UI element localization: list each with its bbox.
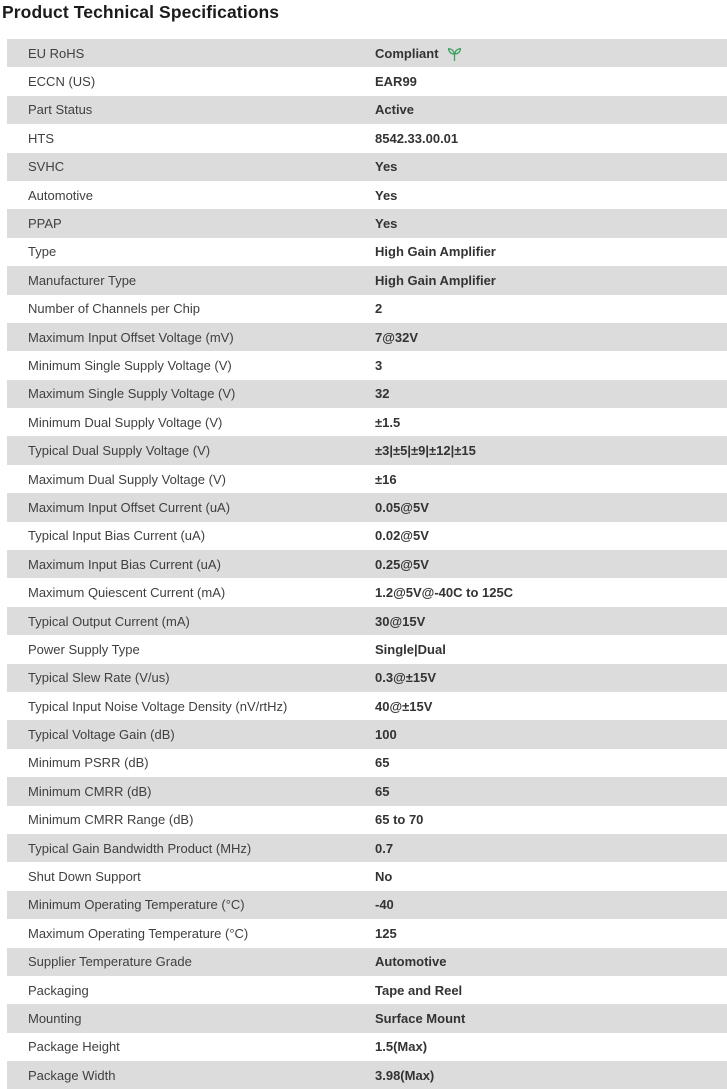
spec-row [7,720,727,748]
spec-value [375,528,429,543]
spec-value-text: 40@±15V [375,698,433,714]
spec-value [375,812,423,827]
spec-label: Package Width [28,1067,116,1083]
spec-label: HTS [28,130,54,146]
spec-row [7,295,727,323]
spec-label: SVHC [28,159,65,175]
spec-value [375,670,436,685]
spec-label: Typical Input Noise Voltage Density (nV/rtHz) [28,698,288,714]
spec-value-text: 125 [375,925,397,941]
spec-row [7,351,727,379]
spec-label: Typical Voltage Gain (dB) [28,727,175,743]
spec-row [7,891,727,919]
spec-label: Maximum Operating Temperature (°C) [28,925,249,941]
spec-value-text: 65 [375,783,390,799]
spec-value-text: 0.3@±15V [375,670,437,686]
spec-value-text: ±1.5 [375,414,401,430]
spec-label: Maximum Quiescent Current (mA) [28,585,226,601]
spec-value-text: High Gain Amplifier [375,272,496,288]
spec-value [375,1068,434,1083]
spec-value-text: ±16 [375,471,397,487]
spec-row [7,834,727,862]
spec-row [7,607,727,635]
spec-label: Shut Down Support [28,869,141,885]
spec-value [375,415,400,430]
spec-label: Minimum CMRR Range (dB) [28,812,194,828]
spec-label: Maximum Input Bias Current (uA) [28,556,221,572]
spec-row [7,39,727,67]
spec-value-text: Tape and Reel [375,982,463,998]
spec-value [375,755,389,770]
spec-value-text: 1.5(Max) [375,1039,428,1055]
spec-row [7,408,727,436]
spec-row [7,862,727,890]
spec-value [375,74,417,89]
spec-value [375,216,397,231]
rohs-compliant-leaf-icon [447,47,462,61]
spec-row [7,1004,727,1032]
spec-value [375,273,496,288]
spec-label: EU RoHS [28,45,85,61]
spec-value [375,614,425,629]
spec-value-text: Surface Mount [375,1010,466,1026]
spec-row [7,96,727,124]
spec-value-text: No [375,869,393,885]
spec-row [7,266,727,294]
spec-value [375,386,389,401]
spec-value [375,642,446,657]
spec-row [7,67,727,95]
spec-label: Part Status [28,102,93,118]
spec-row [7,919,727,947]
spec-value-text: 1.2@5V@-40C to 125C [375,585,514,601]
spec-value-text: 0.25@5V [375,556,429,572]
spec-value [375,926,397,941]
spec-value [375,983,462,998]
spec-label: Typical Output Current (mA) [28,613,190,629]
spec-value-text: EAR99 [375,74,417,90]
spec-label: Typical Gain Bandwidth Product (MHz) [28,840,252,856]
spec-row [7,777,727,805]
spec-value-text: Yes [375,187,398,203]
spec-value [375,699,432,714]
spec-label: Maximum Dual Supply Voltage (V) [28,471,226,487]
spec-label: Number of Channels per Chip [28,301,200,317]
spec-row [7,323,727,351]
spec-label: Manufacturer Type [28,272,137,288]
spec-row [7,550,727,578]
spec-value-text: ±3|±5|±9|±12|±15 [375,443,476,459]
spec-value-text: -40 [375,897,394,913]
page-title: Product Technical Specifications [2,2,280,22]
spec-row [7,380,727,408]
spec-row [7,976,727,1004]
spec-row [7,493,727,521]
spec-row [7,209,727,237]
spec-value-text: Yes [375,216,398,232]
spec-value [375,585,513,600]
spec-value [375,102,414,117]
spec-label: PPAP [28,216,62,232]
spec-value-text: 65 to 70 [375,812,424,828]
spec-value-text: 3 [375,357,383,373]
spec-value-text: 30@15V [375,613,426,629]
spec-label: Minimum Single Supply Voltage (V) [28,357,232,373]
spec-label: Maximum Input Offset Voltage (mV) [28,329,234,345]
spec-label: Maximum Input Offset Current (uA) [28,499,231,515]
spec-label: Typical Input Bias Current (uA) [28,528,206,544]
spec-value [375,869,392,884]
spec-value [375,443,476,458]
spec-value [375,1011,465,1026]
spec-row [7,635,727,663]
spec-row [7,522,727,550]
spec-value-text: Active [375,102,415,118]
spec-value-text: 3.98(Max) [375,1067,435,1083]
spec-row [7,664,727,692]
spec-value [375,188,397,203]
spec-row [7,948,727,976]
spec-value [375,472,397,487]
spec-row [7,181,727,209]
spec-value [375,330,418,345]
spec-label: Automotive [28,187,94,203]
spec-value [375,500,429,515]
spec-label: Minimum Operating Temperature (°C) [28,897,245,913]
spec-label: Typical Slew Rate (V/us) [28,670,170,686]
spec-value [375,244,496,259]
spec-row [7,806,727,834]
spec-row [7,578,727,606]
spec-value [375,841,393,856]
spec-row [7,153,727,181]
spec-label: Minimum CMRR (dB) [28,783,152,799]
spec-label: Minimum Dual Supply Voltage (V) [28,414,223,430]
spec-label: Packaging [28,982,89,998]
spec-row [7,1061,727,1089]
spec-value-text: Compliant [375,45,439,61]
spec-value-text: Yes [375,159,398,175]
spec-label: ECCN (US) [28,74,96,90]
spec-value-text: 100 [375,727,397,743]
spec-value-text: 0.7 [375,840,394,856]
spec-value-text: 32 [375,386,390,402]
spec-value-text: 0.02@5V [375,528,429,544]
spec-value-text: Single|Dual [375,641,446,657]
spec-value-text: Automotive [375,954,447,970]
spec-value [375,358,382,373]
spec-label: Typical Dual Supply Voltage (V) [28,443,211,459]
spec-label: Supplier Temperature Grade [28,954,192,970]
spec-row [7,436,727,464]
spec-value [375,301,382,316]
spec-value [375,1039,427,1054]
spec-value-text: 2 [375,301,383,317]
spec-value [375,727,397,742]
spec-value-text: High Gain Amplifier [375,244,496,260]
spec-row [7,692,727,720]
spec-value-text: 65 [375,755,390,771]
spec-value [375,954,447,969]
spec-value-text: 0.05@5V [375,499,429,515]
spec-label: Package Height [28,1039,120,1055]
spec-label: Type [28,244,57,260]
spec-label: Minimum PSRR (dB) [28,755,149,771]
spec-value [375,897,394,912]
spec-label: Power Supply Type [28,641,140,657]
spec-value [375,784,389,799]
spec-label: Maximum Single Supply Voltage (V) [28,386,236,402]
spec-row [7,465,727,493]
spec-row [7,1033,727,1061]
spec-value [375,159,397,174]
spec-value-text: 8542.33.00.01 [375,130,459,146]
spec-row [7,238,727,266]
spec-value [375,557,429,572]
spec-value [375,46,462,61]
spec-row [7,124,727,152]
spec-value [375,131,458,146]
spec-value-text: 7@32V [375,329,419,345]
spec-table [7,39,727,1089]
spec-row [7,749,727,777]
spec-label: Mounting [28,1010,82,1026]
